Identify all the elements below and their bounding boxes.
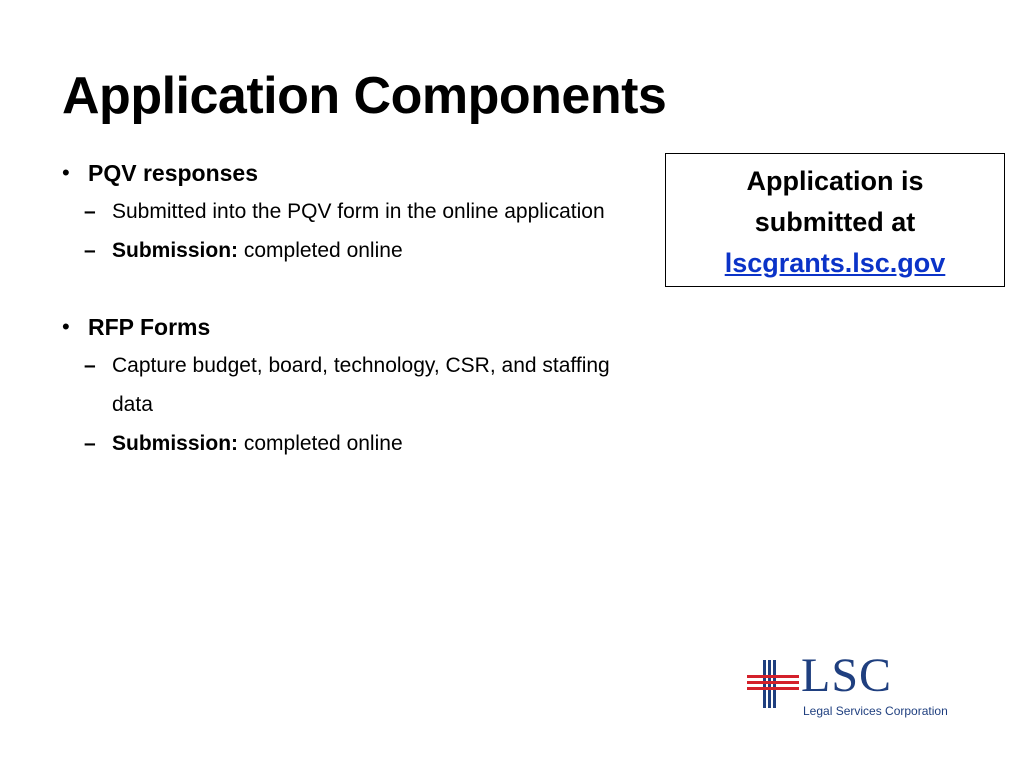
bullet-list (62, 154, 642, 463)
lsc-emblem-icon (745, 658, 801, 710)
dash-icon: – (84, 239, 96, 262)
bullet-icon: • (62, 160, 70, 185)
callout-line-2: submitted at (754, 207, 916, 237)
item-label: Submission: (112, 432, 239, 455)
callout-line-1: Application is (746, 166, 924, 196)
dash-icon: – (84, 432, 96, 455)
section-pqv-responses (62, 154, 642, 270)
lsc-logo (745, 649, 975, 724)
lscgrants-link[interactable]: lscgrants.lsc.gov (724, 248, 946, 278)
dash-icon: – (84, 200, 96, 223)
callout-box (665, 153, 1005, 287)
dash-icon: – (84, 354, 96, 377)
item-label: Submission: (112, 239, 239, 262)
list-item (84, 231, 642, 270)
slide-title: Application Components (62, 67, 667, 125)
list-item (84, 192, 642, 231)
item-text: Submitted into the PQV form in the online application (112, 200, 605, 223)
section-rfp-forms (62, 308, 642, 463)
item-text: completed online (238, 432, 403, 455)
logo-subtitle: Legal Services Corporation (803, 704, 948, 718)
list-item (84, 424, 642, 463)
section-heading: RFP Forms (88, 314, 211, 340)
logo-wordmark: LSC (801, 649, 893, 702)
item-text: completed online (238, 239, 403, 262)
section-heading: PQV responses (88, 160, 259, 186)
item-text: Capture budget, board, technology, CSR, and staffing data (112, 354, 610, 416)
list-item (84, 346, 642, 424)
bullet-icon: • (62, 314, 70, 339)
